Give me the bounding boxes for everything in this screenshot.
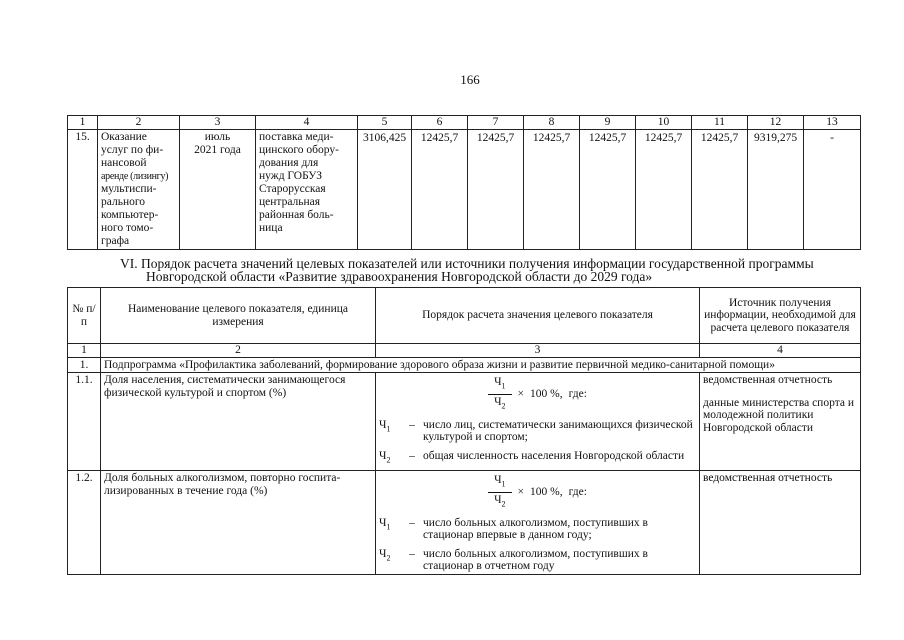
indicator-name: Доля больных алкоголизмом, повторно госпита-лизированных в течение года (%)	[101, 471, 376, 575]
fraction-denominator: $Ч_2$	[494, 493, 506, 509]
text-line: центральная	[259, 196, 321, 208]
text-line: районная боль-	[259, 209, 334, 221]
text-line: ного томо-	[101, 222, 154, 234]
formula-where: где:	[568, 486, 587, 499]
text-line: поставка меди-	[259, 131, 334, 143]
text-line: графа	[101, 235, 130, 247]
col-number: 5	[358, 116, 412, 130]
col-number: 6	[412, 116, 468, 130]
formula-factor: 100 %,	[530, 388, 563, 401]
value-cell: 12425,7	[692, 130, 748, 250]
value-cell: 12425,7	[580, 130, 636, 250]
information-source	[700, 373, 861, 471]
col-number: 8	[524, 116, 580, 130]
formula	[379, 474, 696, 511]
value-cell: 12425,7	[468, 130, 524, 250]
col-number: 12	[748, 116, 804, 130]
col-number: 11	[692, 116, 748, 130]
information-source	[700, 471, 861, 575]
fraction	[488, 376, 511, 413]
measure-description	[256, 130, 358, 250]
value-cell: 12425,7	[524, 130, 580, 250]
text-line: нансовой	[101, 157, 147, 169]
row-number: 15.	[68, 130, 98, 250]
col-number: 10	[636, 116, 692, 130]
fraction	[488, 474, 511, 511]
text-line: нужд ГОБУЗ	[259, 170, 323, 182]
variable-definition: $Ч_2$ – общая численность населения Новгородской области	[379, 449, 685, 464]
indicator-name: Доля населения, систематически занимающегося физической культурой и спортом (%)	[101, 373, 376, 471]
text-line: услуг по фи-	[101, 144, 164, 156]
indicators-table	[67, 287, 861, 575]
section-heading-line: Новгородской области «Развитие здравоохранения Новгородской области до 2029 года»	[146, 269, 653, 284]
text-line: компьютер-	[101, 209, 159, 221]
section-heading	[120, 257, 865, 283]
value-cell: 12425,7	[412, 130, 468, 250]
text-line: 2021 года	[194, 144, 241, 156]
measure-date	[180, 130, 256, 250]
text-line: Оказание	[101, 131, 147, 143]
section-heading-line: VI. Порядок расчета значений целевых показателей или источники получения информации государственной программы	[120, 256, 814, 271]
header-num: № п/п	[68, 288, 101, 344]
table-row	[68, 130, 861, 250]
multiply-sign: ×	[517, 486, 525, 499]
fraction-numerator: $Ч_1$	[488, 376, 511, 395]
text-line: аренде (лизингу)	[101, 171, 169, 182]
value-cell: 3106,425	[358, 130, 412, 250]
subprogram-row	[68, 357, 861, 373]
variable-definition: $Ч_1$ – число лиц, систематически занимающихся физической культурой и спортом;	[379, 418, 693, 444]
subprogram-title: Подпрограмма «Профилактика заболеваний, формирование здорового образа жизни и развитие первичной медико-санитарной помощи»	[101, 357, 861, 373]
text-line: рального	[101, 196, 146, 208]
value-cell: -	[804, 130, 861, 250]
fraction-numerator: $Ч_1$	[488, 474, 511, 493]
subprogram-num: 1.	[68, 357, 101, 373]
col-number: 1	[68, 344, 101, 358]
col-number: 7	[468, 116, 524, 130]
text-line: цинского обору-	[259, 144, 339, 156]
text-line: мультиспи-	[101, 183, 157, 195]
col-number: 4	[256, 116, 358, 130]
text-line: Старорусская	[259, 183, 326, 195]
col-number: 4	[700, 344, 861, 358]
col-number: 2	[98, 116, 180, 130]
header-name: Наименование целевого показателя, единица измерения	[101, 288, 376, 344]
variable-definition: $Ч_1$ – число больных алкоголизмом, поступивших в стационар впервые в данном году;	[379, 516, 648, 542]
row-number: 1.1.	[68, 373, 101, 471]
header-source: Источник получения информации, необходимой для расчета целевого показателя	[700, 288, 861, 344]
col-number: 3	[180, 116, 256, 130]
table-row	[68, 471, 861, 575]
text-line: ница	[259, 222, 283, 234]
formula-factor: 100 %,	[530, 486, 563, 499]
funding-table	[67, 115, 861, 250]
row-number: 1.2.	[68, 471, 101, 575]
calculation-method	[376, 471, 700, 575]
page-number: 166	[460, 72, 480, 87]
table-row	[68, 373, 861, 471]
measure-name	[98, 130, 180, 250]
value-cell: 12425,7	[636, 130, 692, 250]
fraction-denominator: $Ч_2$	[494, 395, 506, 411]
col-number: 13	[804, 116, 861, 130]
value-cell: 9319,275	[748, 130, 804, 250]
indicators-header-row	[68, 288, 861, 344]
column-numbers-row	[68, 344, 861, 358]
calculation-method	[376, 373, 700, 471]
col-number: 3	[376, 344, 700, 358]
source-line: ведомственная отчетность	[703, 374, 833, 386]
col-number: 1	[68, 116, 98, 130]
header-method: Порядок расчета значения целевого показателя	[376, 288, 700, 344]
variable-definition: $Ч_2$ – число больных алкоголизмом, поступивших в стационар в отчетном году	[379, 547, 648, 573]
text-line: дования для	[259, 157, 319, 169]
source-line: данные министерства спорта и молодежной политики Новгородской области	[703, 396, 854, 434]
formula-where: где:	[568, 388, 587, 401]
formula	[379, 376, 696, 413]
col-number: 2	[101, 344, 376, 358]
text-line: июль	[204, 131, 231, 143]
multiply-sign: ×	[517, 388, 525, 401]
col-number: 9	[580, 116, 636, 130]
source-line: ведомственная отчетность	[703, 472, 833, 484]
funding-table-header-row	[68, 116, 861, 130]
